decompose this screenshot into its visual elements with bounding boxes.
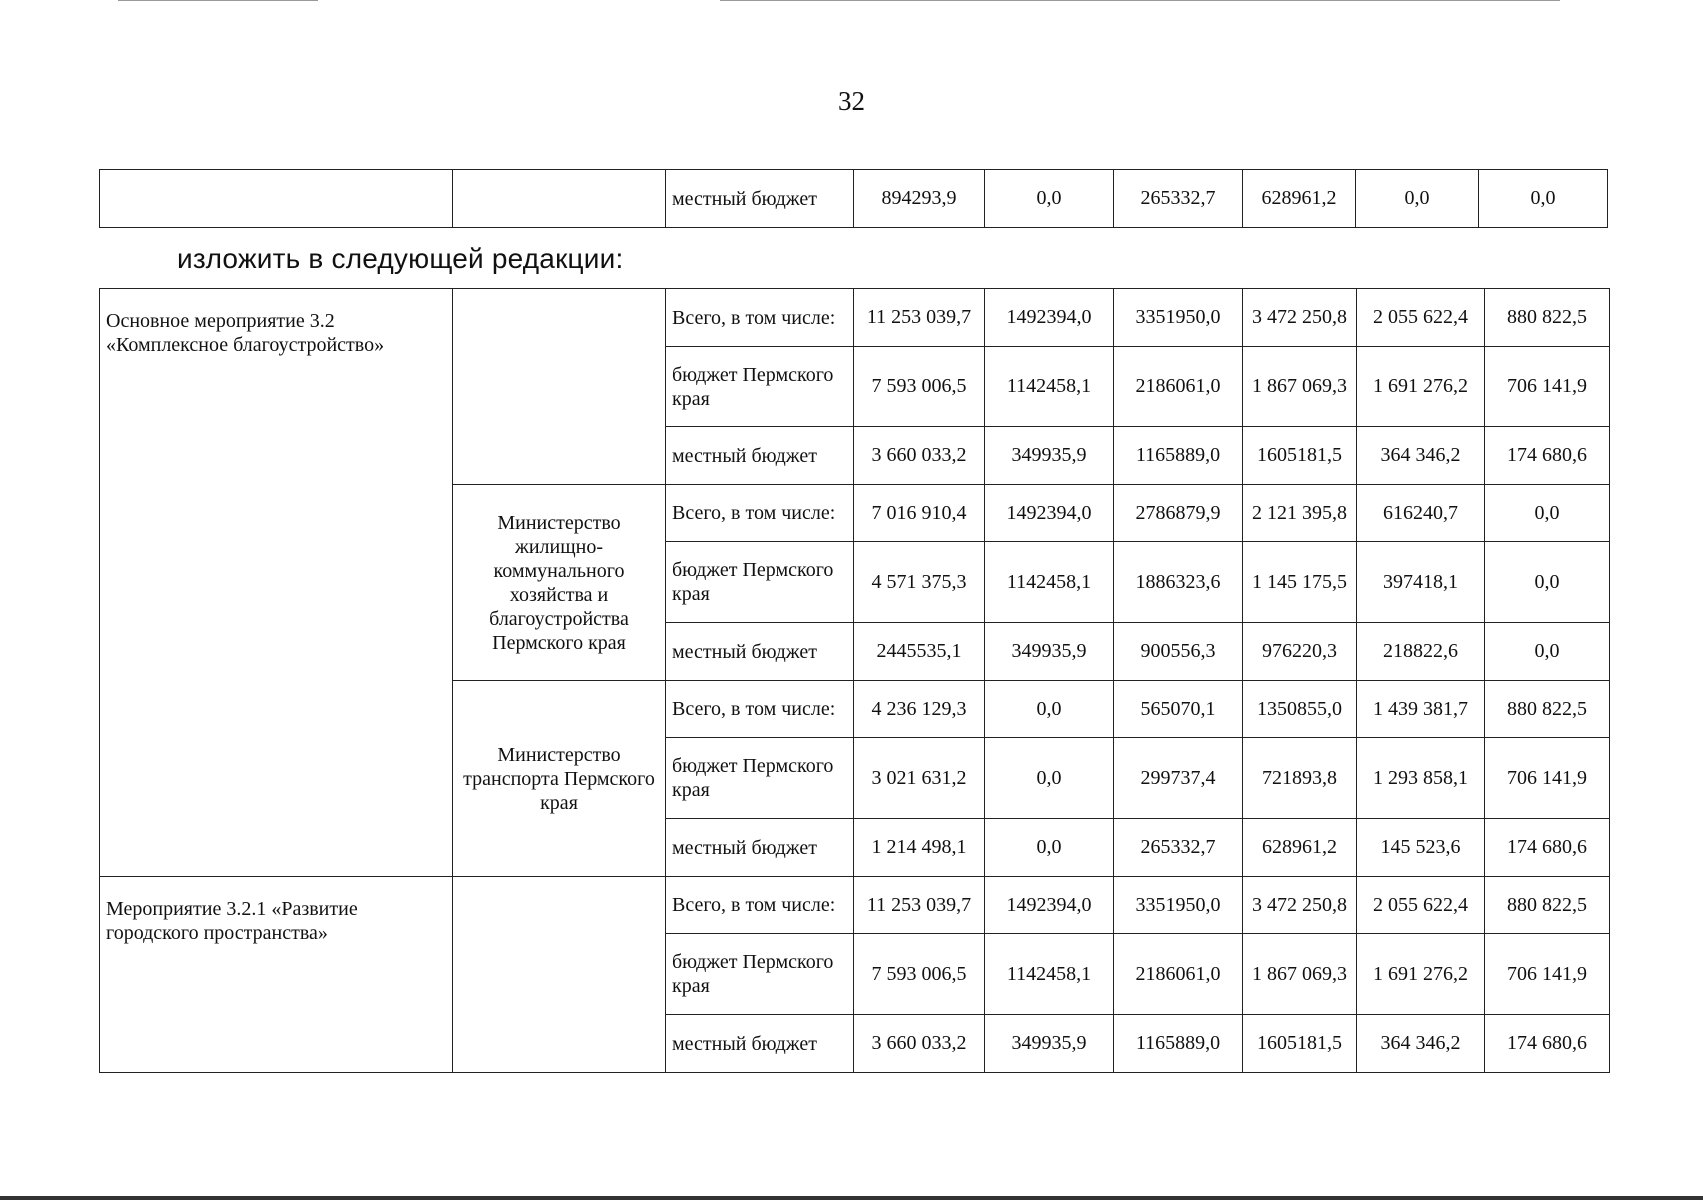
- cell-value: 1 214 498,1: [854, 819, 985, 877]
- cell-value: 4 236 129,3: [854, 681, 985, 738]
- cell-value: 3351950,0: [1114, 289, 1243, 347]
- cell-value: 0,0: [985, 681, 1114, 738]
- cell-value: 3 660 033,2: [854, 1015, 985, 1073]
- cell-value: 0,0: [1485, 485, 1610, 542]
- cell-value: 1492394,0: [985, 877, 1114, 934]
- cell-value: 1142458,1: [985, 347, 1114, 427]
- cell-value: 7 593 006,5: [854, 347, 985, 427]
- cell-value: 299737,4: [1114, 738, 1243, 819]
- cell-source: местный бюджет: [666, 623, 854, 681]
- cell-value: 706 141,9: [1485, 347, 1610, 427]
- cell-value: 706 141,9: [1485, 934, 1610, 1015]
- cell-value: 174 680,6: [1485, 1015, 1610, 1073]
- cell-value: 1 867 069,3: [1243, 347, 1357, 427]
- scan-edge-line: [118, 0, 318, 1]
- cell-value: 1 691 276,2: [1357, 347, 1485, 427]
- cell-value: 1142458,1: [985, 542, 1114, 623]
- cell-value: 2 121 395,8: [1243, 485, 1357, 542]
- cell-value: 145 523,6: [1357, 819, 1485, 877]
- cell-value: 1 439 381,7: [1357, 681, 1485, 738]
- cell-value: 174 680,6: [1485, 427, 1610, 485]
- cell-value: 4 571 375,3: [854, 542, 985, 623]
- cell-value: 1165889,0: [1114, 1015, 1243, 1073]
- cell-value: 0,0: [985, 170, 1114, 228]
- cell-value: 3351950,0: [1114, 877, 1243, 934]
- cell-value: 0,0: [1479, 170, 1608, 228]
- cell-value: 1142458,1: [985, 934, 1114, 1015]
- executor-cell: [453, 289, 666, 485]
- executor-cell: Министерство жилищно-коммунального хозяйства и благоустройства Пермского края: [453, 485, 666, 681]
- cell-value: 364 346,2: [1357, 427, 1485, 485]
- cell-source: местный бюджет: [666, 427, 854, 485]
- cell-value: 3 660 033,2: [854, 427, 985, 485]
- table-row: [100, 877, 1610, 934]
- cell-source: бюджет Пермского края: [666, 347, 854, 427]
- cell-value: 900556,3: [1114, 623, 1243, 681]
- cell-source: местный бюджет: [666, 1015, 854, 1073]
- table-row: [100, 170, 1608, 228]
- scan-edge-line: [0, 1196, 1703, 1200]
- cell-value: 616240,7: [1357, 485, 1485, 542]
- cell-value: 1 293 858,1: [1357, 738, 1485, 819]
- executor-cell: [453, 877, 666, 1073]
- cell-source: Всего, в том числе:: [666, 289, 854, 347]
- cell-value: 11 253 039,7: [854, 877, 985, 934]
- cell-source: бюджет Пермского края: [666, 934, 854, 1015]
- cell-source: местный бюджет: [666, 819, 854, 877]
- page-number: 32: [838, 86, 865, 116]
- cell-source: Всего, в том числе:: [666, 681, 854, 738]
- cell-value: 349935,9: [985, 1015, 1114, 1073]
- cell-value: 3 472 250,8: [1243, 877, 1357, 934]
- cell-value: 0,0: [1356, 170, 1479, 228]
- cell-value: 1492394,0: [985, 289, 1114, 347]
- previous-table-tail: [99, 169, 1608, 228]
- cell-value: 3 472 250,8: [1243, 289, 1357, 347]
- cell-value: 1 145 175,5: [1243, 542, 1357, 623]
- activity-label: Мероприятие 3.2.1 «Развитие городского пространства»: [100, 877, 453, 1073]
- instruction-text: изложить в следующей редакции:: [177, 243, 624, 274]
- cell-value: 976220,3: [1243, 623, 1357, 681]
- cell-value: 565070,1: [1114, 681, 1243, 738]
- cell-value: 2786879,9: [1114, 485, 1243, 542]
- budget-table: [99, 288, 1610, 1073]
- cell-executor-empty: [453, 170, 666, 228]
- cell-value: 2 055 622,4: [1357, 877, 1485, 934]
- scan-edge-line: [720, 0, 1560, 1]
- table-row: [100, 289, 1610, 347]
- cell-source: местный бюджет: [666, 170, 854, 228]
- cell-label-empty: [100, 170, 453, 228]
- cell-value: 880 822,5: [1485, 877, 1610, 934]
- cell-value: 894293,9: [854, 170, 985, 228]
- cell-value: 265332,7: [1114, 170, 1243, 228]
- cell-source: бюджет Пермского края: [666, 738, 854, 819]
- cell-value: 0,0: [1485, 542, 1610, 623]
- cell-value: 397418,1: [1357, 542, 1485, 623]
- cell-value: 364 346,2: [1357, 1015, 1485, 1073]
- cell-value: 0,0: [985, 819, 1114, 877]
- cell-value: 880 822,5: [1485, 681, 1610, 738]
- cell-value: 349935,9: [985, 623, 1114, 681]
- cell-value: 2 055 622,4: [1357, 289, 1485, 347]
- cell-value: 7 593 006,5: [854, 934, 985, 1015]
- cell-value: 265332,7: [1114, 819, 1243, 877]
- cell-value: 218822,6: [1357, 623, 1485, 681]
- activity-label: Основное мероприятие 3.2 «Комплексное благоустройство»: [100, 289, 453, 877]
- cell-value: 0,0: [1485, 623, 1610, 681]
- cell-value: 0,0: [985, 738, 1114, 819]
- cell-value: 2445535,1: [854, 623, 985, 681]
- executor-cell: Министерство транспорта Пермского края: [453, 681, 666, 877]
- cell-source: Всего, в том числе:: [666, 877, 854, 934]
- cell-value: 3 021 631,2: [854, 738, 985, 819]
- cell-source: Всего, в том числе:: [666, 485, 854, 542]
- cell-value: 7 016 910,4: [854, 485, 985, 542]
- cell-value: 1 867 069,3: [1243, 934, 1357, 1015]
- cell-value: 1886323,6: [1114, 542, 1243, 623]
- cell-value: 1492394,0: [985, 485, 1114, 542]
- cell-value: 1350855,0: [1243, 681, 1357, 738]
- cell-value: 1165889,0: [1114, 427, 1243, 485]
- cell-value: 721893,8: [1243, 738, 1357, 819]
- cell-value: 1605181,5: [1243, 1015, 1357, 1073]
- cell-value: 349935,9: [985, 427, 1114, 485]
- cell-value: 11 253 039,7: [854, 289, 985, 347]
- cell-value: 628961,2: [1243, 170, 1356, 228]
- cell-value: 1605181,5: [1243, 427, 1357, 485]
- cell-value: 2186061,0: [1114, 347, 1243, 427]
- cell-value: 706 141,9: [1485, 738, 1610, 819]
- cell-value: 2186061,0: [1114, 934, 1243, 1015]
- cell-source: бюджет Пермского края: [666, 542, 854, 623]
- cell-value: 174 680,6: [1485, 819, 1610, 877]
- cell-value: 880 822,5: [1485, 289, 1610, 347]
- cell-value: 628961,2: [1243, 819, 1357, 877]
- cell-value: 1 691 276,2: [1357, 934, 1485, 1015]
